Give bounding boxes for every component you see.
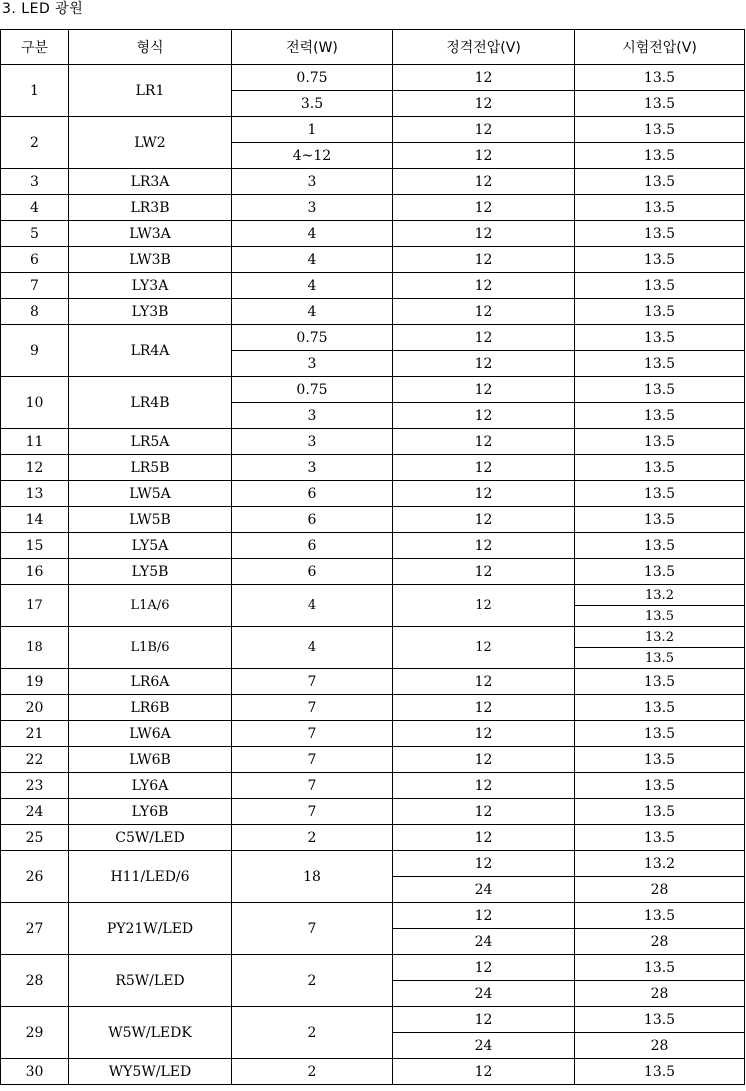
row-power: 3 bbox=[232, 403, 393, 429]
header-power: 전력(W) bbox=[232, 30, 393, 65]
row-test-voltage: 28 bbox=[575, 981, 745, 1007]
row-test-voltage: 13.5 bbox=[575, 669, 745, 695]
row-type: LW5B bbox=[69, 507, 232, 533]
row-no: 3 bbox=[1, 169, 69, 195]
row-power: 7 bbox=[232, 903, 393, 955]
row-type: LY6A bbox=[69, 773, 232, 799]
table-row bbox=[1, 169, 745, 195]
row-type: LR3A bbox=[69, 169, 232, 195]
row-no: 8 bbox=[1, 299, 69, 325]
row-power: 7 bbox=[232, 721, 393, 747]
row-rated-voltage: 12 bbox=[393, 117, 575, 143]
row-rated-voltage: 12 bbox=[393, 481, 575, 507]
row-power: 4 bbox=[232, 627, 393, 669]
row-no: 2 bbox=[1, 117, 69, 169]
row-no: 6 bbox=[1, 247, 69, 273]
table-row bbox=[1, 799, 745, 825]
row-power: 3 bbox=[232, 195, 393, 221]
row-no: 30 bbox=[1, 1059, 69, 1085]
row-test-voltage: 13.2 bbox=[575, 627, 745, 648]
header-test-voltage: 시험전압(V) bbox=[575, 30, 745, 65]
row-power: 6 bbox=[232, 533, 393, 559]
row-no: 10 bbox=[1, 377, 69, 429]
row-rated-voltage: 24 bbox=[393, 1033, 575, 1059]
table-row bbox=[1, 325, 745, 351]
row-rated-voltage: 12 bbox=[393, 403, 575, 429]
row-no: 23 bbox=[1, 773, 69, 799]
row-rated-voltage: 12 bbox=[393, 799, 575, 825]
row-type: LR4B bbox=[69, 377, 232, 429]
row-rated-voltage: 12 bbox=[393, 169, 575, 195]
row-type: LW3B bbox=[69, 247, 232, 273]
row-type: LY5B bbox=[69, 559, 232, 585]
row-power: 4~12 bbox=[232, 143, 393, 169]
row-no: 29 bbox=[1, 1007, 69, 1059]
row-no: 5 bbox=[1, 221, 69, 247]
row-type: LY6B bbox=[69, 799, 232, 825]
row-test-voltage: 13.5 bbox=[575, 606, 745, 627]
row-test-voltage: 13.5 bbox=[575, 773, 745, 799]
row-power: 4 bbox=[232, 273, 393, 299]
table-row bbox=[1, 195, 745, 221]
row-power: 6 bbox=[232, 507, 393, 533]
row-test-voltage: 13.5 bbox=[575, 903, 745, 929]
row-type: LY3A bbox=[69, 273, 232, 299]
row-no: 12 bbox=[1, 455, 69, 481]
row-rated-voltage: 12 bbox=[393, 429, 575, 455]
table-row bbox=[1, 773, 745, 799]
row-no: 7 bbox=[1, 273, 69, 299]
table-row bbox=[1, 299, 745, 325]
row-power: 4 bbox=[232, 585, 393, 627]
row-no: 26 bbox=[1, 851, 69, 903]
row-rated-voltage: 12 bbox=[393, 695, 575, 721]
row-test-voltage: 13.5 bbox=[575, 91, 745, 117]
table-row bbox=[1, 117, 745, 143]
led-light-source-table bbox=[0, 29, 745, 1085]
row-rated-voltage: 12 bbox=[393, 351, 575, 377]
row-type: LR1 bbox=[69, 65, 232, 117]
row-rated-voltage: 12 bbox=[393, 903, 575, 929]
row-power: 2 bbox=[232, 955, 393, 1007]
row-rated-voltage: 12 bbox=[393, 91, 575, 117]
row-rated-voltage: 24 bbox=[393, 981, 575, 1007]
row-test-voltage: 13.5 bbox=[575, 221, 745, 247]
row-rated-voltage: 12 bbox=[393, 825, 575, 851]
row-power: 7 bbox=[232, 773, 393, 799]
row-rated-voltage: 12 bbox=[393, 273, 575, 299]
header-rated-voltage: 정격전압(V) bbox=[393, 30, 575, 65]
row-test-voltage: 13.5 bbox=[575, 273, 745, 299]
row-type: LW6B bbox=[69, 747, 232, 773]
row-no: 28 bbox=[1, 955, 69, 1007]
table-row bbox=[1, 851, 745, 877]
row-no: 25 bbox=[1, 825, 69, 851]
row-rated-voltage: 12 bbox=[393, 559, 575, 585]
row-type: LY5A bbox=[69, 533, 232, 559]
row-test-voltage: 13.5 bbox=[575, 648, 745, 669]
row-no: 22 bbox=[1, 747, 69, 773]
row-power: 0.75 bbox=[232, 377, 393, 403]
row-type: PY21W/LED bbox=[69, 903, 232, 955]
row-rated-voltage: 12 bbox=[393, 247, 575, 273]
row-rated-voltage: 12 bbox=[393, 721, 575, 747]
row-test-voltage: 13.5 bbox=[575, 533, 745, 559]
row-test-voltage: 13.2 bbox=[575, 585, 745, 606]
table-row bbox=[1, 903, 745, 929]
row-no: 14 bbox=[1, 507, 69, 533]
row-no: 16 bbox=[1, 559, 69, 585]
row-test-voltage: 13.5 bbox=[575, 65, 745, 91]
row-type: LR5B bbox=[69, 455, 232, 481]
table-row bbox=[1, 695, 745, 721]
table-row bbox=[1, 507, 745, 533]
row-no: 18 bbox=[1, 627, 69, 669]
row-test-voltage: 13.5 bbox=[575, 299, 745, 325]
row-power: 7 bbox=[232, 695, 393, 721]
row-no: 13 bbox=[1, 481, 69, 507]
table-row bbox=[1, 825, 745, 851]
header-type: 형식 bbox=[69, 30, 232, 65]
row-test-voltage: 13.5 bbox=[575, 799, 745, 825]
row-power: 2 bbox=[232, 1059, 393, 1085]
row-power: 4 bbox=[232, 221, 393, 247]
table-row bbox=[1, 533, 745, 559]
row-power: 0.75 bbox=[232, 65, 393, 91]
row-rated-voltage: 24 bbox=[393, 877, 575, 903]
row-rated-voltage: 12 bbox=[393, 377, 575, 403]
row-type: LW6A bbox=[69, 721, 232, 747]
row-test-voltage: 13.5 bbox=[575, 1007, 745, 1033]
table-row bbox=[1, 247, 745, 273]
table-row bbox=[1, 65, 745, 91]
row-power: 1 bbox=[232, 117, 393, 143]
row-power: 3 bbox=[232, 455, 393, 481]
row-test-voltage: 13.5 bbox=[575, 143, 745, 169]
table-row bbox=[1, 955, 745, 981]
row-type: LW2 bbox=[69, 117, 232, 169]
table-row bbox=[1, 721, 745, 747]
row-rated-voltage: 12 bbox=[393, 65, 575, 91]
row-rated-voltage: 12 bbox=[393, 533, 575, 559]
row-no: 4 bbox=[1, 195, 69, 221]
row-type: LR4A bbox=[69, 325, 232, 377]
row-test-voltage: 13.5 bbox=[575, 195, 745, 221]
row-type: L1B/6 bbox=[69, 627, 232, 669]
row-test-voltage: 13.5 bbox=[575, 247, 745, 273]
row-type: LR3B bbox=[69, 195, 232, 221]
row-rated-voltage: 12 bbox=[393, 325, 575, 351]
table-row bbox=[1, 1059, 745, 1085]
row-test-voltage: 13.5 bbox=[575, 695, 745, 721]
row-rated-voltage: 12 bbox=[393, 627, 575, 669]
table-row bbox=[1, 585, 745, 606]
row-rated-voltage: 24 bbox=[393, 929, 575, 955]
table-row bbox=[1, 429, 745, 455]
row-power: 3 bbox=[232, 429, 393, 455]
row-power: 7 bbox=[232, 669, 393, 695]
table-header-row bbox=[1, 30, 745, 65]
table-row bbox=[1, 377, 745, 403]
table-row bbox=[1, 627, 745, 648]
row-power: 0.75 bbox=[232, 325, 393, 351]
row-type: LR6B bbox=[69, 695, 232, 721]
row-test-voltage: 13.5 bbox=[575, 429, 745, 455]
row-rated-voltage: 12 bbox=[393, 455, 575, 481]
row-no: 20 bbox=[1, 695, 69, 721]
table-body bbox=[1, 65, 745, 1085]
row-test-voltage: 28 bbox=[575, 929, 745, 955]
row-type: LR5A bbox=[69, 429, 232, 455]
row-no: 19 bbox=[1, 669, 69, 695]
row-no: 1 bbox=[1, 65, 69, 117]
row-type: LR6A bbox=[69, 669, 232, 695]
row-type: L1A/6 bbox=[69, 585, 232, 627]
row-rated-voltage: 12 bbox=[393, 773, 575, 799]
row-type: R5W/LED bbox=[69, 955, 232, 1007]
row-no: 15 bbox=[1, 533, 69, 559]
row-rated-voltage: 12 bbox=[393, 669, 575, 695]
row-rated-voltage: 12 bbox=[393, 221, 575, 247]
row-rated-voltage: 12 bbox=[393, 747, 575, 773]
row-test-voltage: 13.5 bbox=[575, 403, 745, 429]
row-test-voltage: 13.5 bbox=[575, 507, 745, 533]
section-title: 3. LED 광원 bbox=[2, 1, 84, 17]
row-no: 17 bbox=[1, 585, 69, 627]
row-no: 21 bbox=[1, 721, 69, 747]
row-power: 4 bbox=[232, 299, 393, 325]
row-test-voltage: 13.5 bbox=[575, 955, 745, 981]
row-rated-voltage: 12 bbox=[393, 1007, 575, 1033]
row-type: H11/LED/6 bbox=[69, 851, 232, 903]
row-test-voltage: 13.2 bbox=[575, 851, 745, 877]
row-no: 24 bbox=[1, 799, 69, 825]
table-row bbox=[1, 481, 745, 507]
row-test-voltage: 13.5 bbox=[575, 747, 745, 773]
row-type: W5W/LEDK bbox=[69, 1007, 232, 1059]
row-rated-voltage: 12 bbox=[393, 299, 575, 325]
row-test-voltage: 13.5 bbox=[575, 721, 745, 747]
row-rated-voltage: 12 bbox=[393, 955, 575, 981]
row-type: LW3A bbox=[69, 221, 232, 247]
row-rated-voltage: 12 bbox=[393, 507, 575, 533]
row-rated-voltage: 12 bbox=[393, 851, 575, 877]
table-row bbox=[1, 455, 745, 481]
row-power: 2 bbox=[232, 825, 393, 851]
row-test-voltage: 13.5 bbox=[575, 325, 745, 351]
row-power: 4 bbox=[232, 247, 393, 273]
row-power: 18 bbox=[232, 851, 393, 903]
row-test-voltage: 13.5 bbox=[575, 351, 745, 377]
row-no: 27 bbox=[1, 903, 69, 955]
row-test-voltage: 13.5 bbox=[575, 117, 745, 143]
table-row bbox=[1, 221, 745, 247]
row-power: 7 bbox=[232, 747, 393, 773]
row-test-voltage: 28 bbox=[575, 877, 745, 903]
row-test-voltage: 13.5 bbox=[575, 169, 745, 195]
row-power: 3 bbox=[232, 351, 393, 377]
row-test-voltage: 13.5 bbox=[575, 481, 745, 507]
table-row bbox=[1, 1007, 745, 1033]
table-row bbox=[1, 273, 745, 299]
row-rated-voltage: 12 bbox=[393, 1059, 575, 1085]
row-power: 7 bbox=[232, 799, 393, 825]
row-test-voltage: 13.5 bbox=[575, 455, 745, 481]
row-test-voltage: 28 bbox=[575, 1033, 745, 1059]
row-no: 11 bbox=[1, 429, 69, 455]
row-rated-voltage: 12 bbox=[393, 195, 575, 221]
row-rated-voltage: 12 bbox=[393, 143, 575, 169]
row-test-voltage: 13.5 bbox=[575, 377, 745, 403]
row-power: 6 bbox=[232, 559, 393, 585]
row-type: C5W/LED bbox=[69, 825, 232, 851]
row-test-voltage: 13.5 bbox=[575, 559, 745, 585]
row-type: LY3B bbox=[69, 299, 232, 325]
row-power: 3.5 bbox=[232, 91, 393, 117]
row-rated-voltage: 12 bbox=[393, 585, 575, 627]
row-type: WY5W/LED bbox=[69, 1059, 232, 1085]
table-row bbox=[1, 747, 745, 773]
row-type: LW5A bbox=[69, 481, 232, 507]
table-row bbox=[1, 669, 745, 695]
row-power: 6 bbox=[232, 481, 393, 507]
row-power: 2 bbox=[232, 1007, 393, 1059]
row-test-voltage: 13.5 bbox=[575, 825, 745, 851]
header-no: 구분 bbox=[1, 30, 69, 65]
row-test-voltage: 13.5 bbox=[575, 1059, 745, 1085]
row-no: 9 bbox=[1, 325, 69, 377]
table-row bbox=[1, 559, 745, 585]
row-power: 3 bbox=[232, 169, 393, 195]
